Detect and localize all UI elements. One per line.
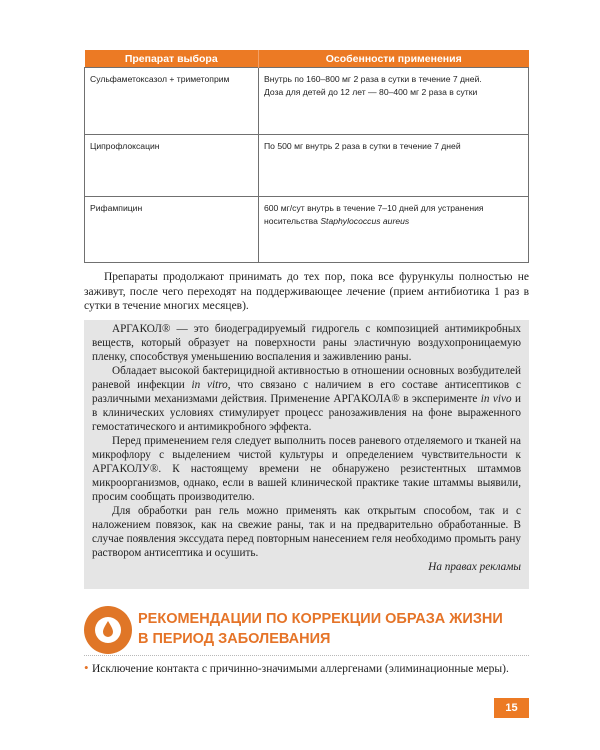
ad-paragraph: АРГАКОЛ® — это биодеградируемый гидрогель с композицией антимикробных веществ, который образует на поверхности раны эластичную воздухопроницаемую пленку, способствуя уменьшению воспаления и заживлению раны. xyxy=(92,323,521,363)
ad-text: Обладает высокой бактерицидной активностью в отношении основных возбудителей раневой инфекции xyxy=(92,365,521,391)
drug-cell: Рифампицин xyxy=(85,197,259,263)
section-divider xyxy=(84,655,529,656)
drug-table xyxy=(84,50,529,263)
usage-cell xyxy=(259,197,529,263)
drug-cell: Сульфаметоксазол + триметоприм xyxy=(85,68,259,135)
lifestyle-icon xyxy=(84,606,132,654)
table-row xyxy=(85,135,529,197)
section-title xyxy=(138,609,518,649)
usage-line xyxy=(264,215,524,228)
ad-paragraph xyxy=(92,364,521,434)
section-title-line: РЕКОМЕНДАЦИИ ПО КОРРЕКЦИИ ОБРАЗА ЖИЗНИ xyxy=(138,611,503,627)
table-row xyxy=(85,68,529,135)
bullet-marker: • xyxy=(84,660,89,675)
ad-text: и в клинических условиях стимулирует процесс ранозаживления на фоне выраженного гемостатического и антимикробного эффекта. xyxy=(92,393,521,433)
ad-paragraph: Для обработки ран гель можно применять как открытым способом, так и с наложением повязок, как на свежие раны, так и на предварительно обработанные. В случае появления экссудата перед повторным нанесением геля необходимо промыть рану раствором антисептика и осушить. xyxy=(92,505,521,559)
usage-prefix: носительства xyxy=(264,215,321,226)
lifestyle-icon-inner xyxy=(95,617,121,643)
table-header-usage: Особенности применения xyxy=(259,50,529,68)
usage-line: Внутрь по 160–800 мг 2 раза в сутки в течение 7 дней. xyxy=(264,74,482,84)
usage-cell xyxy=(259,68,529,135)
body-paragraph: Препараты продолжают принимать до тех пор, пока все фурункулы полностью не заживут, после чего переходят на поддерживающее лечение (прием антибиотика 1 раз в сутки в течение многих месяцев). xyxy=(84,271,529,312)
table-header-drug: Препарат выбора xyxy=(85,50,259,68)
ad-disclaimer: На правах рекламы xyxy=(428,561,521,573)
advertisement-box xyxy=(84,320,529,589)
usage-line: 600 мг/сут внутрь в течение 7–10 дней для устранения xyxy=(264,203,484,213)
section-title-line: В ПЕРИОД ЗАБОЛЕВАНИЯ xyxy=(138,631,331,647)
usage-line: Доза для детей до 12 лет — 80–400 мг 2 раза в сутки xyxy=(264,86,478,97)
table-row xyxy=(85,197,529,263)
ad-italic: in vivo xyxy=(480,393,512,405)
drug-cell: Ципрофлоксацин xyxy=(85,135,259,197)
ad-text: , что связано с наличием в его составе антисептиков с различными механизмами действия. Применение АРГАКОЛА® в эксперименте xyxy=(92,379,521,405)
bacteria-name: Staphylococcus aureus xyxy=(320,215,410,226)
ad-italic: in vitro xyxy=(191,379,228,391)
list-item xyxy=(84,660,529,677)
drop-icon xyxy=(95,617,121,643)
ad-paragraph: Перед применением геля следует выполнить посев раневого отделяемого и тканей на микрофлору с выделением чистой культуры и определением чувствительности к АРГАКОЛУ®. К настоящему времени не обнаружено резистентных штаммов микроорганизмов, однако, если в вашей клинической практике такие штаммы выявили, просим сообщать производителю. xyxy=(92,435,521,503)
list-item-text: Исключение контакта с причинно-значимыми аллергенами (элиминационные меры). xyxy=(92,663,509,675)
page-number: 15 xyxy=(494,698,529,718)
usage-line: По 500 мг внутрь 2 раза в сутки в течение 7 дней xyxy=(264,141,461,151)
table-header-row xyxy=(85,50,529,68)
usage-cell xyxy=(259,135,529,197)
